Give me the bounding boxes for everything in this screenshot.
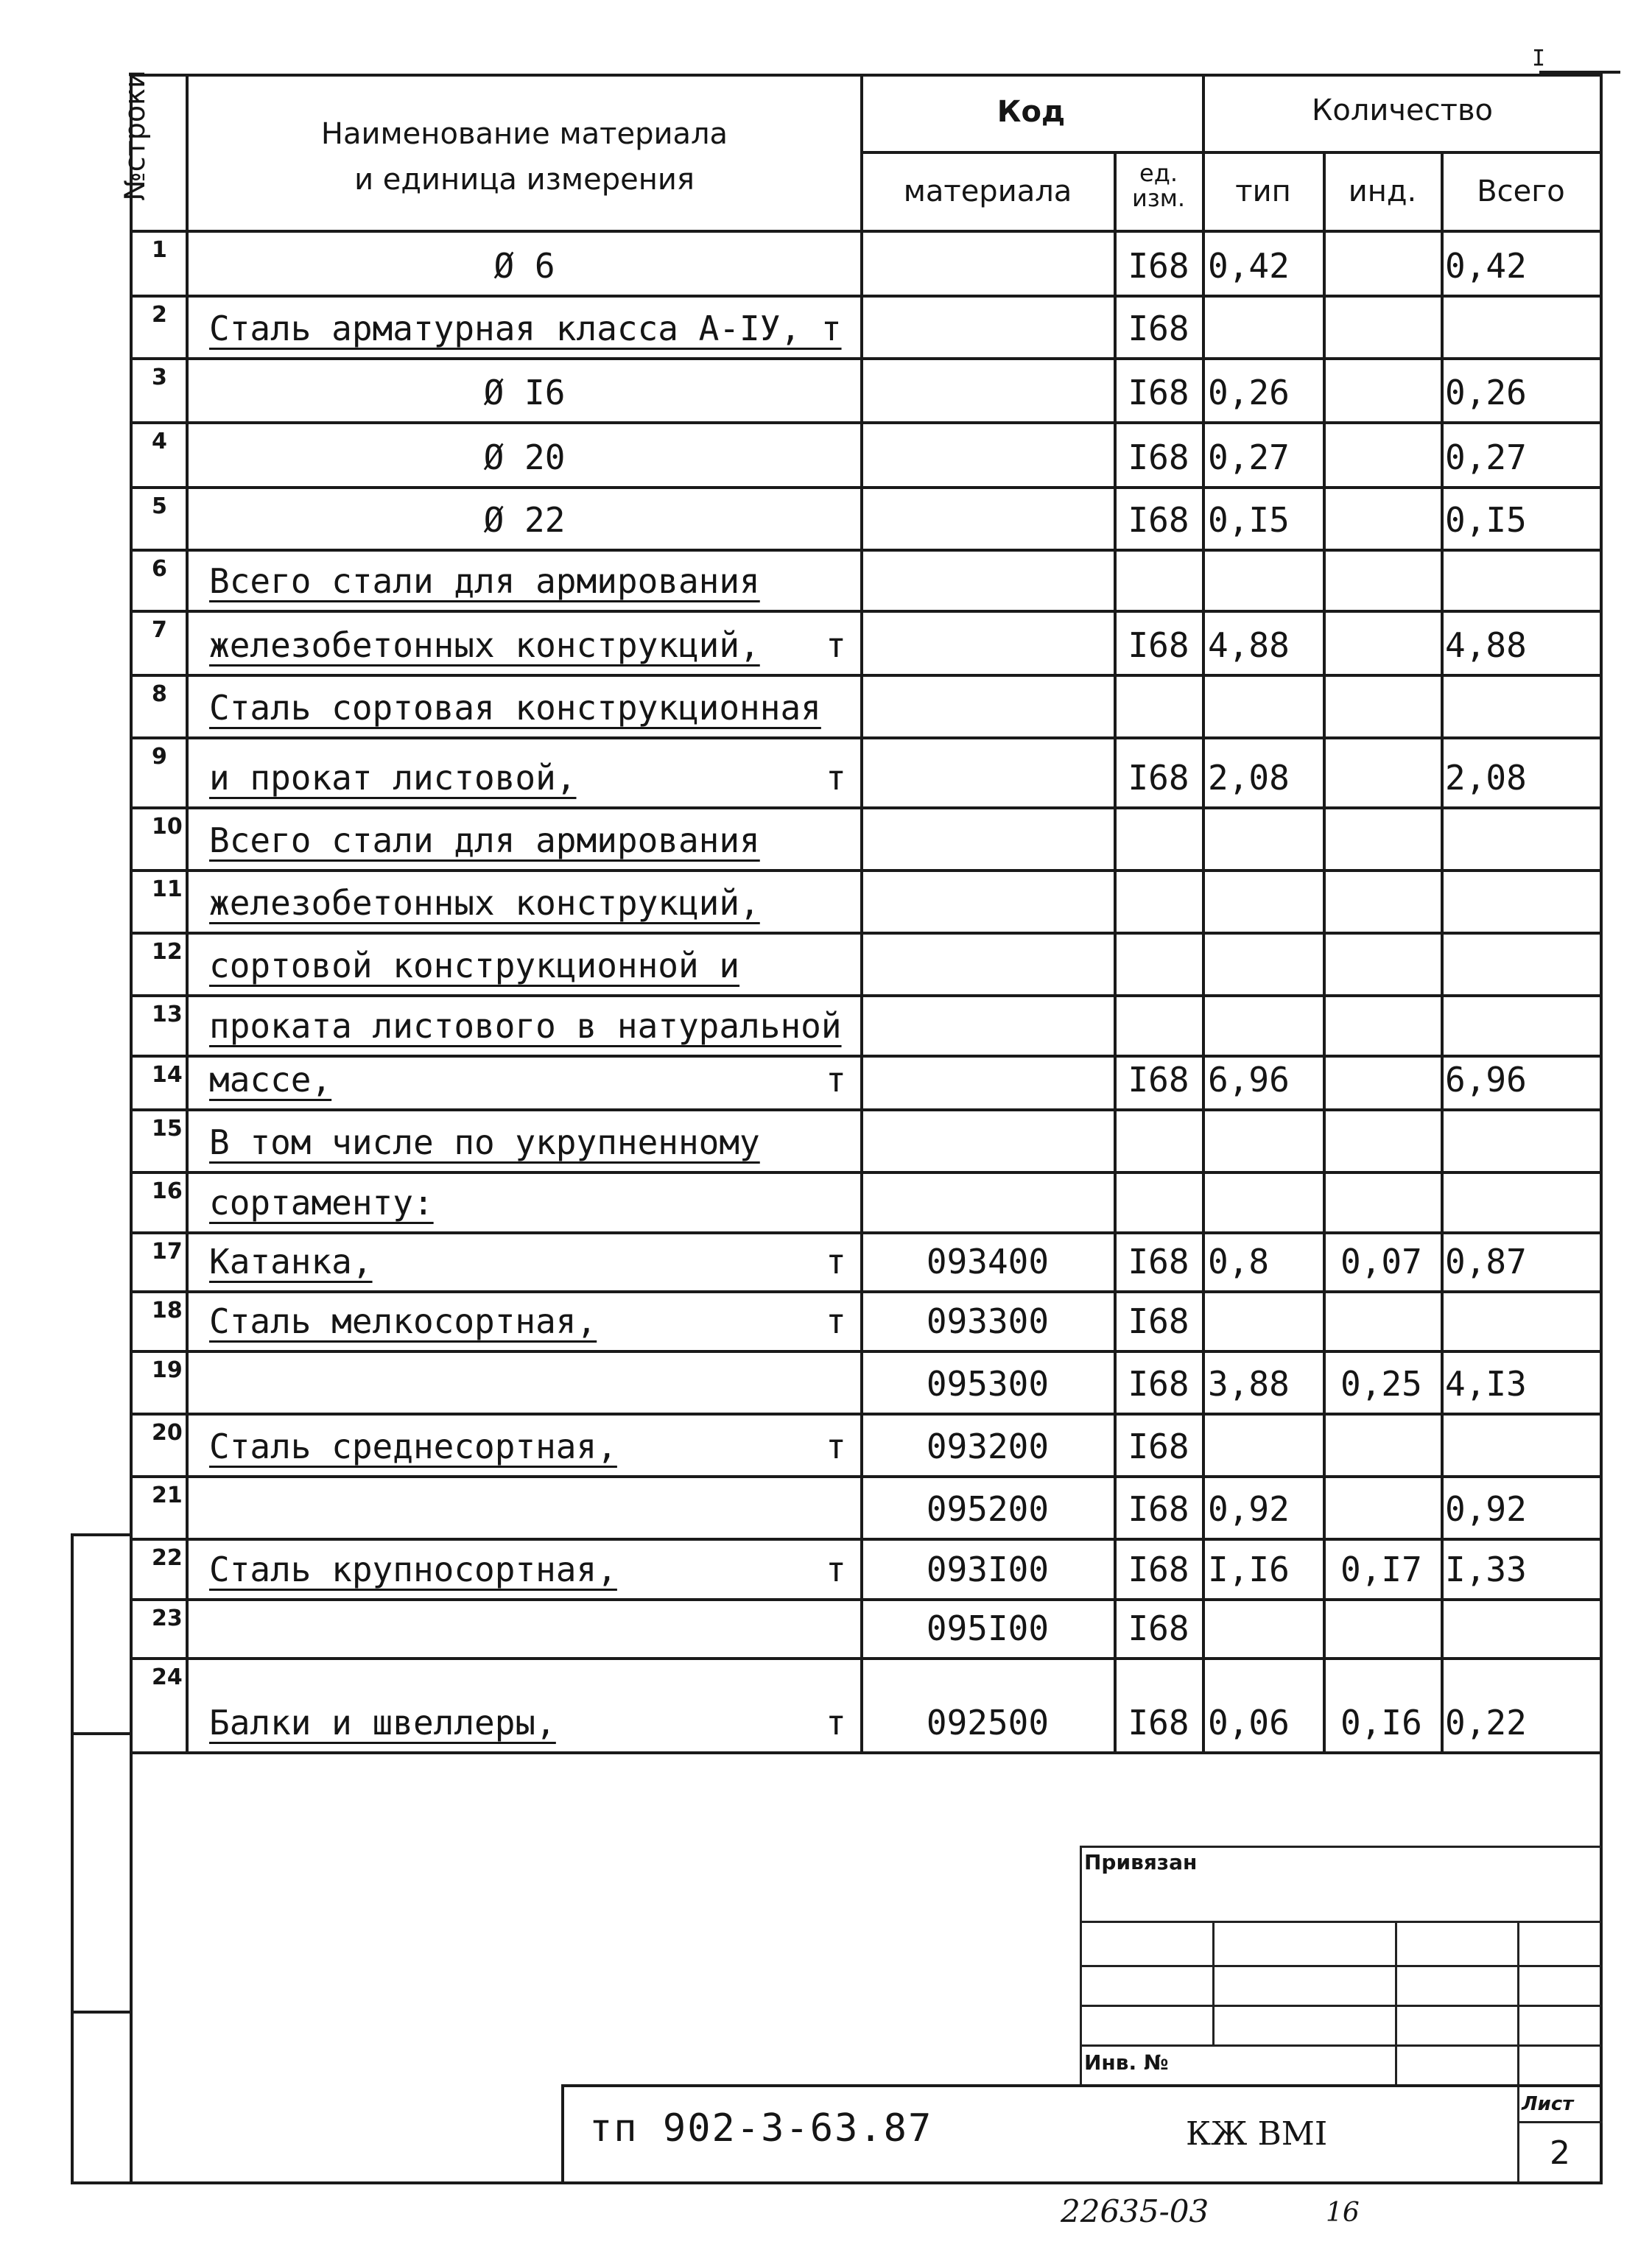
stamp-col-1 [1212, 1921, 1215, 2044]
stamp-line-4 [1080, 2044, 1601, 2047]
row-number: 11 [152, 876, 183, 902]
designation-left [561, 2084, 564, 2183]
unit-code: I68 [1128, 1427, 1189, 1466]
header-name-line2: и единица измерения [354, 163, 695, 197]
row-number: 16 [152, 1178, 183, 1204]
row-separator [130, 1055, 1603, 1058]
material-code: 092500 [926, 1703, 1050, 1743]
unit-code: I68 [1128, 309, 1189, 348]
unit-t: т [826, 1550, 846, 1589]
unit-code: I68 [1128, 373, 1189, 412]
header-qty-total: Всего [1477, 175, 1565, 208]
qty-total: 0,42 [1445, 246, 1527, 286]
qty-tip: 2,08 [1208, 758, 1290, 798]
qty-tip: 4,88 [1208, 625, 1290, 665]
qty-total: 0,I5 [1445, 500, 1527, 540]
unit-t: т [826, 625, 846, 665]
row-separator [130, 932, 1603, 935]
row-separator [130, 549, 1603, 552]
row-separator [130, 869, 1603, 872]
qty-total: 0,92 [1445, 1489, 1527, 1529]
qty-tip: 3,88 [1208, 1364, 1290, 1404]
col-divider-rownum [186, 74, 189, 1753]
qty-tip: 0,06 [1208, 1703, 1290, 1743]
row-separator [130, 357, 1603, 360]
qty-ind: 0,I7 [1340, 1550, 1422, 1589]
row-number: 9 [152, 744, 167, 770]
qty-tip: 0,8 [1208, 1242, 1270, 1281]
unit-code: I68 [1128, 758, 1189, 798]
row-number: 2 [152, 302, 167, 328]
qty-tip: 0,26 [1208, 373, 1290, 412]
row-separator [130, 1108, 1603, 1111]
header-subdivider [860, 151, 1603, 154]
row-number: 3 [152, 365, 167, 390]
material-name: массе, [209, 1060, 332, 1100]
row-number: 23 [152, 1606, 183, 1631]
col-divider-tip [1323, 151, 1326, 1753]
list-number: 2 [1550, 2134, 1570, 2172]
row-separator [130, 1538, 1603, 1541]
row-separator [130, 1290, 1603, 1293]
material-name: Всего стали для армирования [209, 561, 760, 601]
row-number: 4 [152, 429, 167, 454]
stamp-inv-no: Инв. № [1084, 2050, 1169, 2075]
row-separator [130, 610, 1603, 613]
material-name: Ø 20 [483, 437, 566, 477]
material-name: сортаменту: [209, 1183, 434, 1223]
unit-code: I68 [1128, 437, 1189, 477]
material-name: железобетонных конструкций, [209, 625, 760, 665]
header-qty-type: тип [1235, 175, 1291, 208]
unit-code: I68 [1128, 1242, 1189, 1281]
qty-total: 0,27 [1445, 437, 1527, 477]
material-name: Сталь арматурная класса А-IУ, т [209, 309, 842, 348]
unit-code: I68 [1128, 1703, 1189, 1743]
unit-code: I68 [1128, 1608, 1189, 1648]
list-label: Лист [1522, 2093, 1574, 2115]
row-separator [130, 295, 1603, 298]
qty-total: 4,88 [1445, 625, 1527, 665]
qty-total: 6,96 [1445, 1060, 1527, 1100]
row-number: 20 [152, 1420, 183, 1446]
row-separator [130, 1231, 1603, 1234]
material-code: 095200 [926, 1489, 1050, 1529]
material-code: 093200 [926, 1427, 1050, 1466]
material-name: Сталь крупносортная, [209, 1550, 617, 1589]
header-bottom-border [130, 230, 1603, 233]
stamp-privyazan: Привязан [1084, 1850, 1198, 1874]
material-code: 095300 [926, 1364, 1050, 1404]
row-number: 24 [152, 1664, 183, 1690]
unit-code: I68 [1128, 1489, 1189, 1529]
unit-code: I68 [1128, 625, 1189, 665]
row-separator [130, 674, 1603, 677]
row-separator [130, 1350, 1603, 1353]
header-qty: Количество [1311, 94, 1493, 127]
qty-tip: I,I6 [1208, 1550, 1290, 1589]
margin-line [71, 1533, 74, 2181]
archive-number: 22635-03 [1061, 2193, 1209, 2229]
table-left-border [130, 74, 133, 1753]
table-right-border [1600, 74, 1603, 1753]
page-mark: I [1532, 46, 1546, 71]
header-name-line1: Наименование материала [320, 117, 728, 151]
material-code: 093300 [926, 1301, 1050, 1341]
row-number: 21 [152, 1483, 183, 1508]
material-name: и прокат листовой, [209, 758, 577, 798]
qty-total: I,33 [1445, 1550, 1527, 1589]
unit-t: т [826, 1060, 846, 1100]
row-number: 15 [152, 1116, 183, 1142]
unit-t: т [826, 758, 846, 798]
material-name: железобетонных конструкций, [209, 883, 760, 923]
row-number: 6 [152, 556, 167, 582]
row-number: 19 [152, 1357, 183, 1383]
qty-tip: 0,27 [1208, 437, 1290, 477]
stamp-col-2 [1395, 1921, 1397, 2086]
header-code-material: материала [903, 175, 1072, 208]
row-separator [130, 736, 1603, 739]
qty-tip: 0,42 [1208, 246, 1290, 286]
unit-t: т [826, 1301, 846, 1341]
unit-t: т [826, 1427, 846, 1466]
qty-tip: 0,92 [1208, 1489, 1290, 1529]
header-rownum: №строки [119, 70, 151, 201]
stamp-top [1080, 1846, 1601, 1848]
row-number: 8 [152, 681, 167, 707]
qty-total: 0,26 [1445, 373, 1527, 412]
unit-t: т [826, 1703, 846, 1743]
qty-total: 4,I3 [1445, 1364, 1527, 1404]
material-name: Сталь мелкосортная, [209, 1301, 597, 1341]
col-divider-ind [1441, 151, 1444, 1753]
row-number: 18 [152, 1298, 183, 1323]
table-top-border [130, 74, 1603, 77]
row-separator [130, 486, 1603, 489]
unit-code: I68 [1128, 1060, 1189, 1100]
row-separator [130, 1171, 1603, 1174]
qty-ind: 0,I6 [1340, 1703, 1422, 1743]
material-name: проката листового в натуральной [209, 1006, 842, 1046]
material-code: 095I00 [926, 1608, 1050, 1648]
title-right-border [1600, 1751, 1603, 2183]
material-name: В том числе по укрупненному [209, 1122, 760, 1162]
qty-ind: 0,07 [1340, 1242, 1422, 1281]
row-number: 13 [152, 1002, 183, 1027]
material-name: Ø I6 [483, 373, 566, 412]
material-code: 093400 [926, 1242, 1050, 1281]
row-separator [130, 421, 1603, 424]
material-name: Сталь среднесортная, [209, 1427, 617, 1466]
margin-tick-1 [71, 1533, 131, 1536]
stamp-line-3 [1080, 2005, 1601, 2007]
unit-code: I68 [1128, 500, 1189, 540]
page-note: 16 [1326, 2198, 1360, 2228]
row-number: 12 [152, 939, 183, 965]
col-divider-unit [1202, 74, 1205, 1753]
material-name: Ø 6 [493, 246, 555, 286]
row-number: 1 [152, 237, 167, 263]
row-separator [130, 1598, 1603, 1601]
row-separator [130, 1475, 1603, 1478]
row-number: 22 [152, 1545, 183, 1571]
header-code-unit: ед. изм. [1131, 159, 1186, 212]
row-number: 10 [152, 814, 183, 840]
margin-tick-3 [71, 2011, 131, 2014]
material-name: Балки и швеллеры, [209, 1703, 556, 1743]
header-qty-ind: инд. [1348, 175, 1417, 208]
designation-top [561, 2084, 1603, 2087]
title-left-border [130, 1751, 133, 2183]
material-name: Ø 22 [483, 500, 566, 540]
header-code: Код [997, 95, 1066, 129]
material-name: Сталь сортовая конструкционная [209, 688, 821, 728]
row-number: 14 [152, 1062, 183, 1088]
row-separator [130, 1413, 1603, 1416]
row-separator [130, 1657, 1603, 1660]
doc-mark: КЖ ВМI [1186, 2115, 1328, 2153]
doc-code: тп 902-3-63.87 [589, 2106, 933, 2151]
row-separator [130, 1751, 1603, 1754]
unit-code: I68 [1128, 1301, 1189, 1341]
row-separator [130, 994, 1603, 997]
qty-tip: 0,I5 [1208, 500, 1290, 540]
row-separator [130, 806, 1603, 809]
qty-total: 0,22 [1445, 1703, 1527, 1743]
stamp-line-1 [1080, 1921, 1601, 1923]
material-name: сортовой конструкционной и [209, 946, 740, 985]
qty-total: 2,08 [1445, 758, 1527, 798]
row-number: 7 [152, 617, 167, 643]
material-code: 093I00 [926, 1550, 1050, 1589]
unit-code: I68 [1128, 1550, 1189, 1589]
row-number: 17 [152, 1239, 183, 1265]
margin-tick-2 [71, 1732, 131, 1735]
list-divider [1517, 2121, 1603, 2123]
material-name: Катанка, [209, 1242, 373, 1281]
stamp-line-2 [1080, 1965, 1601, 1967]
title-bottom-border [71, 2181, 1603, 2184]
unit-code: I68 [1128, 246, 1189, 286]
corner-tick [1539, 71, 1620, 74]
row-number: 5 [152, 493, 167, 519]
qty-ind: 0,25 [1340, 1364, 1422, 1404]
material-name: Всего стали для армирования [209, 820, 760, 860]
qty-total: 0,87 [1445, 1242, 1527, 1281]
unit-t: т [826, 1242, 846, 1281]
unit-code: I68 [1128, 1364, 1189, 1404]
qty-tip: 6,96 [1208, 1060, 1290, 1100]
